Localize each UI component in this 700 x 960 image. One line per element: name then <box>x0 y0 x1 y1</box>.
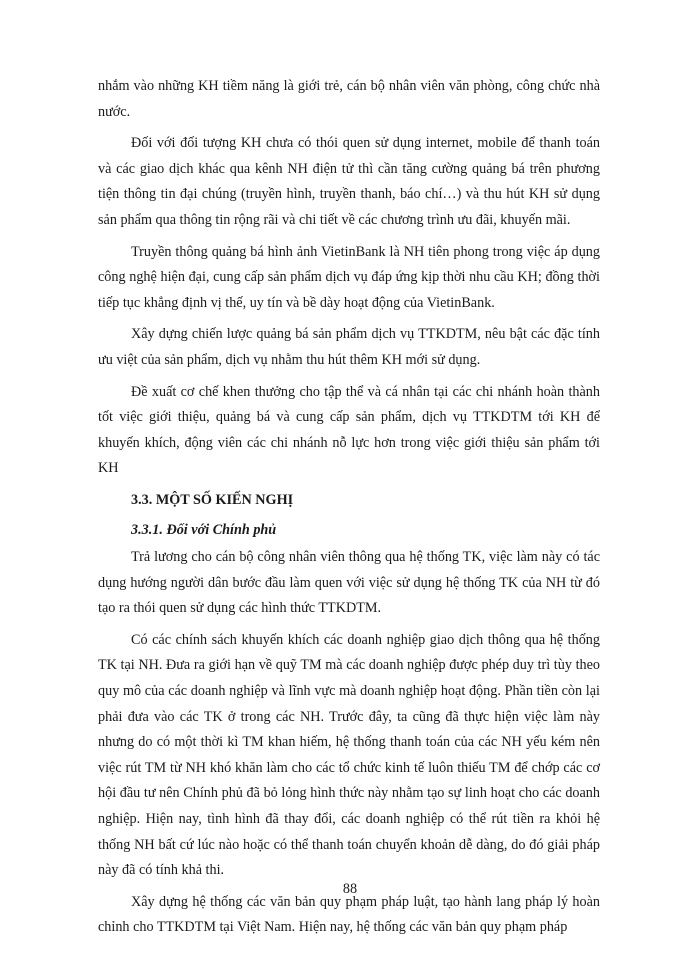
paragraph: Xây dựng chiến lược quảng bá sản phẩm dịch vụ TTKDTM, nêu bật các đặc tính ưu việt của sản phẩm, dịch vụ nhằm thu hút thêm KH mới sử dụng. <box>98 326 600 368</box>
section-heading: 3.3. MỘT SỐ KIẾN NGHỊ <box>131 491 294 508</box>
paragraph-continuation: nhắm vào những KH tiềm năng là giới trẻ, cán bộ nhân viên văn phòng, công chức nhà nước. <box>98 78 600 120</box>
paragraph: Đề xuất cơ chế khen thưởng cho tập thể và cá nhân tại các chi nhánh hoàn thành tốt việc giới thiệu, quảng bá và cung cấp sản phẩm, dịch vụ TTKDTM tới KH để khuyến khích, động viên các chi nhánh nỗ lực hơn trong việc giới thiệu sản phẩm tới KH <box>98 383 600 477</box>
paragraph: Có các chính sách khuyến khích các doanh nghiệp giao dịch thông qua hệ thống TK tại NH. Đưa ra giới hạn về quỹ TM mà các doanh nghiệp được phép duy trì tùy theo quy mô của các doanh nghiệp và lĩnh vực mà doanh nghiệp hoạt động. Phần tiền còn lại phải đưa vào các TK ở trong các NH. Trước đây, ta cũng đã thực hiện việc làm này nhưng do có một thời kì TM khan hiếm, hệ thống thanh toán của các NH yếu kém nên việc rút TM từ NH khó khăn làm cho các tổ chức kinh tế luôn thiếu TM để chớp các cơ hội đầu tư nên Chính phủ đã bỏ lỏng hình thức này nhằm tạo sự linh hoạt cho các doanh nghiệp. Hiện nay, tình hình đã thay đổi, các doanh nghiệp có thể rút tiền ra khỏi hệ thống NH bất cứ lúc nào hoặc có thể thanh toán chuyển khoản dễ dàng, do đó giải pháp này đã có tính khả thi. <box>98 631 600 879</box>
subsection-heading: 3.3.1. Đối với Chính phủ <box>131 521 277 538</box>
page-number: 88 <box>342 881 358 897</box>
paragraph: Xây dựng hệ thống các văn bản quy phạm pháp luật, tạo hành lang pháp lý hoàn chỉnh cho TTKDTM tại Việt Nam. Hiện nay, hệ thống các văn bản quy phạm pháp <box>98 893 600 936</box>
paragraph: Đối với đối tượng KH chưa có thói quen sử dụng internet, mobile để thanh toán và các giao dịch khác qua kênh NH điện tử thì cần tăng cường quảng bá trên phương tiện thông tin đại chúng (truyền hình, truyền thanh, báo chí…) và thu hút KH sử dụng sản phẩm qua thông tin rộng rãi và chi tiết về các chương trình ưu đãi, khuyến mãi. <box>98 135 600 228</box>
paragraph: Truyền thông quảng bá hình ảnh VietinBank là NH tiên phong trong việc áp dụng công nghệ hiện đại, cung cấp sản phẩm dịch vụ đáp ứng kịp thời nhu cầu KH; đồng thời tiếp tục khẳng định vị thế, uy tín và bề dày hoạt động của VietinBank. <box>98 243 600 311</box>
page-body <box>98 74 600 947</box>
paragraph: Trả lương cho cán bộ công nhân viên thông qua hệ thống TK, việc làm này có tác dụng hướng người dân bước đầu làm quen với việc sử dụng hệ thống TK của NH từ đó tạo ra thói quen sử dụng các hình thức TTKDTM. <box>98 549 600 617</box>
